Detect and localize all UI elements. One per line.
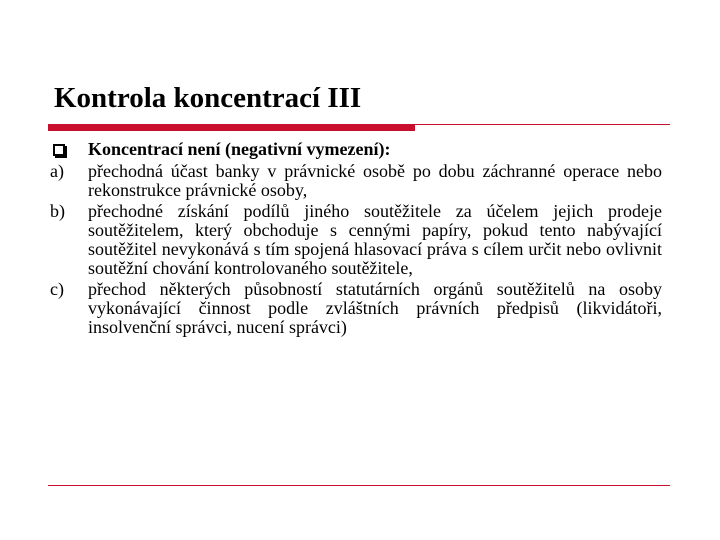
slide-body [50,140,662,339]
square-bullet-icon [53,144,65,156]
title-rule-accent [48,124,415,131]
lead-item [50,140,662,160]
list-text-a: přechodná účast banky v právnické osobě po dobu záchranné operace nebo rekonstrukce právnické osoby, [88,161,662,200]
list-marker-c: c) [50,279,64,299]
list-text-c: přechod některých působností statutárních orgánů soutěžitelů na osoby vykonávající činnost podle zvláštních právních předpisů (likvidátoři, insolvenční správci, nucení správci) [88,279,662,337]
lead-text: Koncentrací není (negativní vymezení): [88,139,391,159]
list-marker-a: a) [50,161,64,181]
slide-title: Kontrola koncentrací III [54,82,362,114]
footer-rule-line [48,485,670,486]
list-marker-b: b) [50,201,65,221]
list-item-b [50,202,662,278]
list-text-b: přechodné získání podílů jiného soutěžitele za účelem jejich prodeje soutěžitelem, který obchoduje s cennými papíry, pokud tento nabývající soutěžitel nevykonává s tím spojená hlasovací práva s cílem určit nebo ovlivnit soutěžní chování kontrolovaného soutěžitele, [88,201,662,278]
lead-marker [50,140,88,160]
list-item-a [50,162,662,200]
list-item-c [50,280,662,337]
